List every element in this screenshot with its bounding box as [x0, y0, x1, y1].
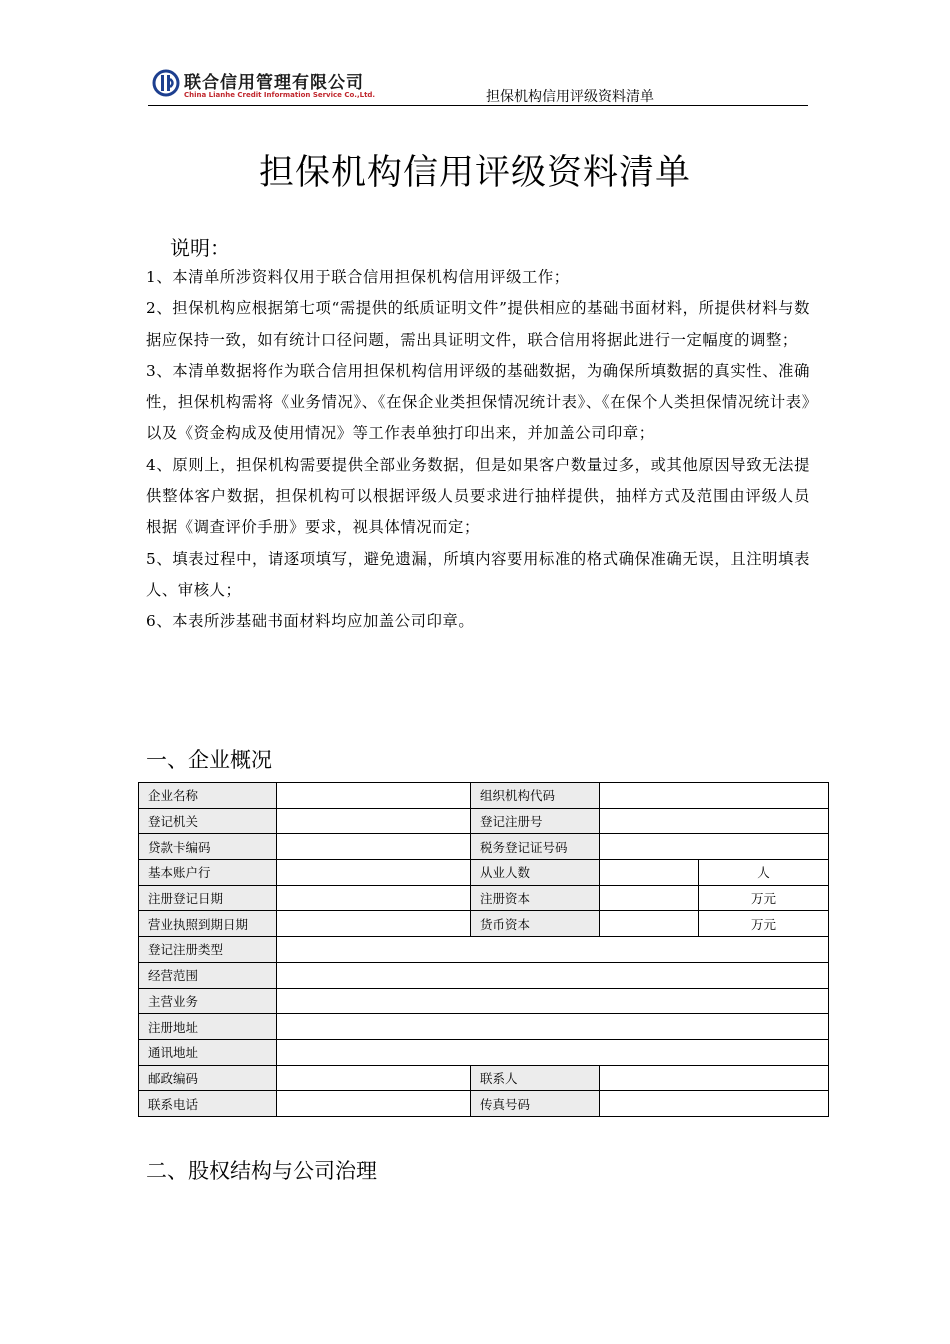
fax-label: 传真号码: [471, 1091, 600, 1117]
note-item: 1、本清单所涉资料仅用于联合信用担保机构信用评级工作；: [146, 268, 570, 286]
company-overview-table: [138, 782, 829, 1117]
logo-chinese-name: 联合信用管理有限公司: [184, 73, 364, 93]
loan-card-field[interactable]: [277, 834, 471, 860]
header-divider: [148, 105, 808, 106]
registration-number-field[interactable]: [600, 808, 829, 834]
reg-address-field[interactable]: [277, 1014, 829, 1040]
monetary-capital-unit: 万元: [699, 911, 829, 937]
section-heading-equity-governance: 二、股权结构与公司治理: [146, 1159, 377, 1183]
table-row: [139, 808, 829, 834]
reg-date-field[interactable]: [277, 885, 471, 911]
loan-card-label: 贷款卡编码: [139, 834, 277, 860]
logo-english-name: China Lianhe Credit Information Service Co.,Ltd.: [184, 91, 376, 99]
document-title: 担保机构信用评级资料清单: [258, 153, 691, 193]
reg-address-label: 注册地址: [139, 1014, 277, 1040]
mail-address-label: 通讯地址: [139, 1039, 277, 1065]
registration-authority-label: 登记机关: [139, 808, 277, 834]
table-row: [139, 937, 829, 963]
basic-bank-label: 基本账户行: [139, 860, 277, 886]
reg-capital-field[interactable]: [600, 885, 699, 911]
phone-field[interactable]: [277, 1091, 471, 1117]
company-name-field[interactable]: [277, 783, 471, 809]
license-expiry-field[interactable]: [277, 911, 471, 937]
notes-list: [146, 262, 810, 638]
registration-number-label: 登记注册号: [471, 808, 600, 834]
employees-unit: 人: [699, 860, 829, 886]
table-row: [139, 834, 829, 860]
table-row: [139, 885, 829, 911]
company-logo: [148, 66, 388, 106]
employees-field[interactable]: [600, 860, 699, 886]
company-name-label: 企业名称: [139, 783, 277, 809]
note-item: 3、本清单数据将作为联合信用担保机构信用评级的基础数据，为确保所填数据的真实性、准确性，担保机构需将《业务情况》、《在保企业类担保情况统计表》、《在保个人类担保情况统计表》以及《资金构成及使用情况》等工作表单独打印出来，并加盖公司印章；: [146, 361, 810, 443]
tax-number-field[interactable]: [600, 834, 829, 860]
table-row: [139, 988, 829, 1014]
reg-type-field[interactable]: [277, 937, 829, 963]
tax-number-label: 税务登记证号码: [471, 834, 600, 860]
lianhe-logo-icon: [152, 69, 180, 97]
mail-address-field[interactable]: [277, 1039, 829, 1065]
note-item: 2、担保机构应根据第七项“需提供的纸质证明文件”提供相应的基础书面材料，所提供材料与数据应保持一致，如有统计口径问题，需出具证明文件，联合信用将据此进行一定幅度的调整；: [146, 299, 810, 349]
business-scope-field[interactable]: [277, 962, 829, 988]
reg-date-label: 注册登记日期: [139, 885, 277, 911]
table-row: [139, 911, 829, 937]
reg-capital-label: 注册资本: [471, 885, 600, 911]
note-item: 6、本表所涉基础书面材料均应加盖公司印章。: [146, 612, 475, 631]
page-header: [148, 66, 808, 106]
business-scope-label: 经营范围: [139, 962, 277, 988]
contact-label: 联系人: [471, 1065, 600, 1091]
table-row: [139, 1065, 829, 1091]
running-header-title: 担保机构信用评级资料清单: [486, 89, 654, 105]
monetary-capital-field[interactable]: [600, 911, 699, 937]
basic-bank-field[interactable]: [277, 860, 471, 886]
main-business-field[interactable]: [277, 988, 829, 1014]
table-row: [139, 860, 829, 886]
employees-label: 从业人数: [471, 860, 600, 886]
reg-type-label: 登记注册类型: [139, 937, 277, 963]
license-expiry-label: 营业执照到期日期: [139, 911, 277, 937]
contact-field[interactable]: [600, 1065, 829, 1091]
table-row: [139, 783, 829, 809]
phone-label: 联系电话: [139, 1091, 277, 1117]
table-row: [139, 1039, 829, 1065]
registration-authority-field[interactable]: [277, 808, 471, 834]
note-item: 5、填表过程中，请逐项填写，避免遗漏，所填内容要用标准的格式确保准确无误，且注明填表人、审核人；: [146, 549, 810, 599]
monetary-capital-label: 货币资本: [471, 911, 600, 937]
postcode-field[interactable]: [277, 1065, 471, 1091]
org-code-field[interactable]: [600, 783, 829, 809]
main-business-label: 主营业务: [139, 988, 277, 1014]
org-code-label: 组织机构代码: [471, 783, 600, 809]
reg-capital-unit: 万元: [699, 885, 829, 911]
table-row: [139, 962, 829, 988]
section-heading-company-overview: 一、企业概况: [146, 748, 272, 772]
postcode-label: 邮政编码: [139, 1065, 277, 1091]
table-row: [139, 1091, 829, 1117]
note-item: 4、原则上，担保机构需要提供全部业务数据，但是如果客户数量过多，或其他原因导致无法提供整体客户数据，担保机构可以根据评级人员要求进行抽样提供，抽样方式及范围由评级人员根据《调查评价手册》要求，视具体情况而定；: [146, 455, 810, 537]
notes-heading: 说明：: [170, 236, 230, 260]
table-row: [139, 1014, 829, 1040]
fax-field[interactable]: [600, 1091, 829, 1117]
